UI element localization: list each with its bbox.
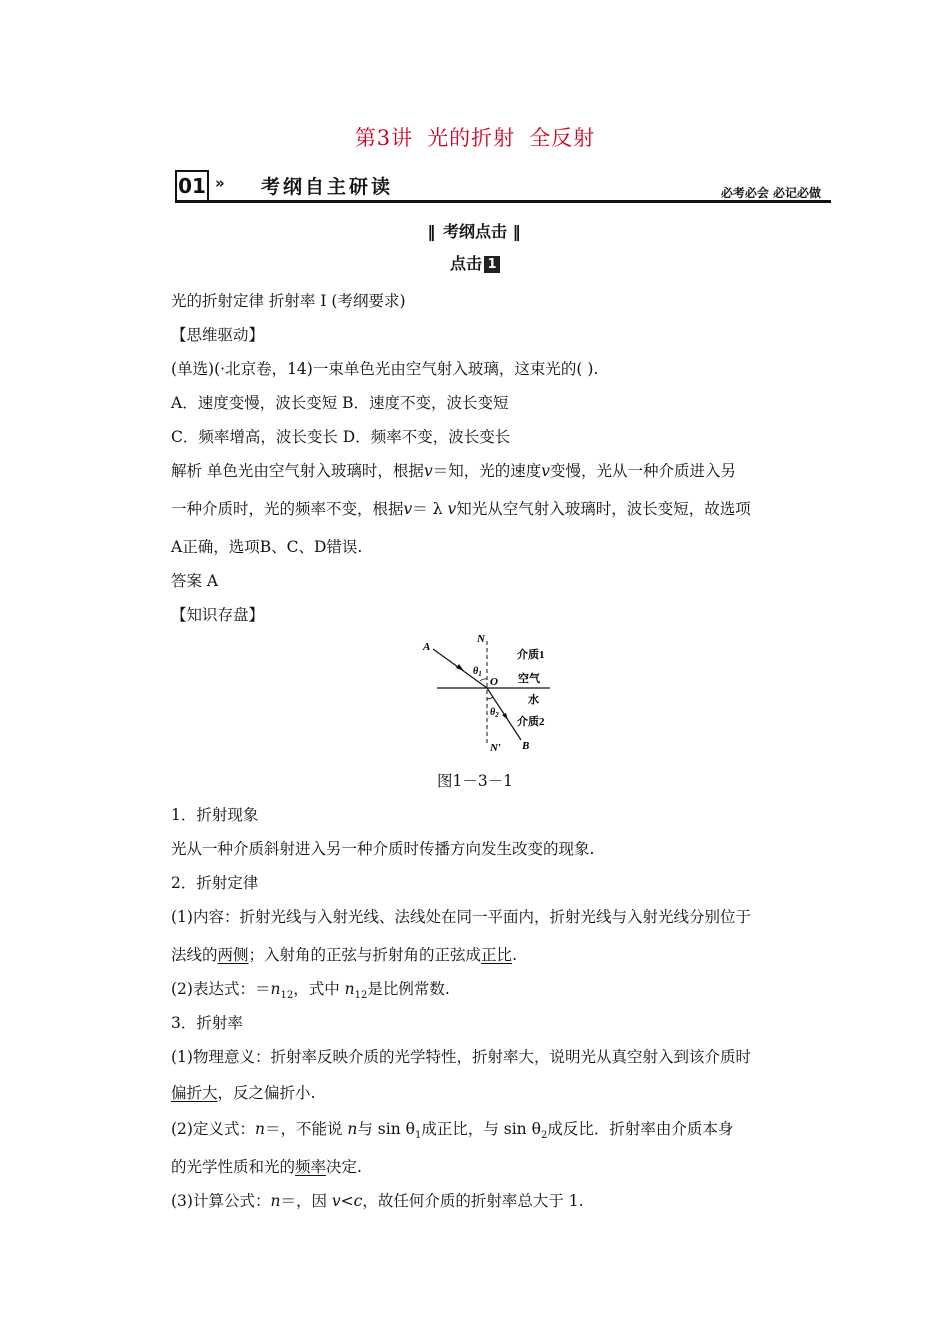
syllabus-line: 光的折射定律 折射率 Ⅰ (考纲要求) [171,292,406,310]
label-medium-1: 介质1 [517,649,545,661]
label-water: 水 [528,694,539,706]
bar-right: ‖ [512,222,523,241]
underlined-term: 偏折大 [171,1084,218,1102]
sec2-content-2 [171,943,517,965]
theta: θ [490,707,496,718]
refracted-arrow-icon [502,713,508,720]
chevron-icon: » [215,174,225,192]
outline-heading [0,219,950,242]
text: ＝，不能说 [264,1120,348,1138]
banner-rule [175,200,831,203]
text: (2)表达式：＝ [171,980,271,998]
incident-arrow-icon [456,664,464,671]
var-v: v [541,462,550,480]
title-part-total-reflection: 全反射 [529,126,596,150]
underlined-term: 正比 [481,946,513,964]
text: (3)计算公式： [171,1192,271,1210]
point-heading [0,251,950,274]
options-ab: A．速度变慢，波长变短 B．速度不变，波长变短 [171,394,509,412]
sec3-heading: 3．折射率 [171,1014,243,1032]
sub: 12 [280,990,294,1002]
sec3-definition [171,1117,733,1141]
text: . [512,946,517,964]
sec2-expression [171,977,450,1001]
refraction-diagram [420,627,565,757]
sub: 2 [540,1130,548,1142]
label-n: N [477,633,485,645]
text: 法线的 [171,946,218,964]
text: ＝ λ [412,500,448,518]
section-number-box: 01 [175,170,209,202]
text: ，式中 [293,980,345,998]
question-stem: (单选)(·北京卷，14)一束单色光由空气射入玻璃，这束光的( ). [171,360,599,378]
text: ，故任何介质的折射率总大于 1. [362,1192,584,1210]
sec3-definition-2 [171,1155,362,1177]
text: ＝知，光的速度 [432,462,542,480]
text: 的光学性质和光的 [171,1158,296,1176]
text: 与 sin θ [357,1120,415,1138]
sec3-formula [171,1189,584,1211]
underlined-term: 频率 [295,1158,327,1176]
sub: 2 [495,711,499,719]
figure-caption: 图1－3－1 [436,772,514,790]
var-n: n [344,980,355,998]
var-v: v [423,462,433,480]
sub: 1 [414,1130,422,1142]
label-air: 空气 [518,673,540,685]
lesson-title [0,122,950,152]
text: 解析 单色光由空气射入玻璃时，根据 [171,462,424,480]
text: 成反比．折射率由介质本身 [547,1120,734,1138]
sub: 1 [478,670,482,678]
title-part-refraction: 光的折射 [427,126,516,150]
text: < [340,1192,354,1210]
var-n: n [270,980,281,998]
text: 是比例常数. [367,980,450,998]
var-v: v [403,500,413,518]
lesson-number: 第3讲 [354,126,414,150]
label-o: O [490,676,498,688]
var-n: n [254,1120,265,1138]
text: 决定. [326,1158,362,1176]
answer-line: 答案 A [171,572,219,590]
text: ；入射角的正弦与折射角的正弦成 [248,946,482,964]
sec2-content-1: (1)内容：折射光线与入射光线、法线处在同一平面内，折射光线与入射光线分别位于 [171,908,751,926]
analysis-line-3: A正确，选项B、C、D错误. [171,538,363,556]
theta: θ [473,666,479,677]
analysis-line-2 [171,497,751,519]
sec2-heading: 2．折射定律 [171,874,259,892]
underlined-term: 两侧 [217,946,249,964]
text: 一种介质时，光的频率不变，根据 [171,500,404,518]
label-theta2 [490,707,499,719]
point-label: 点击 [449,254,482,273]
section-title: 考纲自主研读 [261,176,394,198]
label-theta1 [473,666,482,678]
section-banner [175,168,831,204]
sec3-meaning-2 [171,1081,315,1103]
sub: 12 [354,990,368,1002]
section-slogan: 必考必会 必记必做 [720,186,821,200]
bar-left: ‖ [427,222,438,241]
angle-arc-1 [480,679,487,681]
sec1-heading: 1．折射现象 [171,806,259,824]
point-number-badge: 1 [484,256,500,273]
angle-arc-2 [487,697,493,699]
var-n: n [347,1120,358,1138]
text: 成正比，与 sin θ [421,1120,541,1138]
sec3-meaning-1: (1)物理意义：折射率反映介质的光学特性，折射率大，说明光从真空射入到该介质时 [171,1048,751,1066]
label-n-prime: N′ [490,742,502,754]
label-b: B [522,740,530,752]
text: ，反之偏折小. [217,1084,316,1102]
thinking-heading: 【思维驱动】 [171,326,265,344]
var-c: c [353,1192,363,1210]
text: (2)定义式： [171,1120,255,1138]
text: ＝，因 [280,1192,332,1210]
label-a: A [423,641,431,653]
analysis-line-1 [171,459,736,481]
knowledge-heading: 【知识存盘】 [171,606,265,624]
var-v: v [447,500,457,518]
outline-heading-text: 考纲点击 [442,222,507,241]
label-medium-2: 介质2 [517,716,545,728]
options-cd: C．频率增高，波长变长 D．频率不变，波长变长 [171,428,511,446]
var-v: v [331,1192,341,1210]
text: 知光从空气射入玻璃时，波长变短，故选项 [456,500,751,518]
sec1-text: 光从一种介质斜射进入另一种介质时传播方向发生改变的现象. [171,840,595,858]
text: 变慢，光从一种介质进入另 [549,462,736,480]
var-n: n [270,1192,281,1210]
